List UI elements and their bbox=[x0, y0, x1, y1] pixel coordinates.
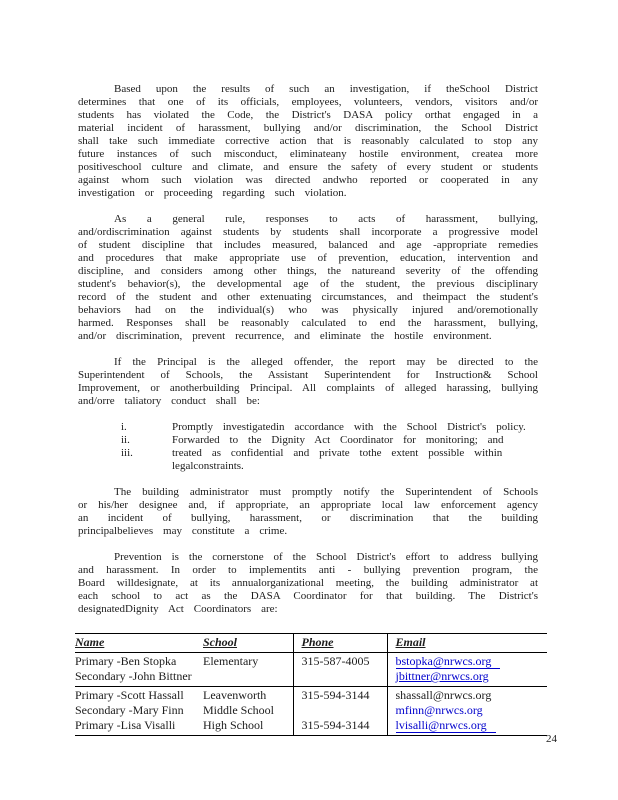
phone-number: 315-587-4005 bbox=[301, 654, 370, 668]
coordinator-name: Secondary -John Bittner bbox=[75, 669, 192, 683]
email-cell bbox=[387, 653, 547, 687]
table-header-row bbox=[75, 634, 547, 653]
paragraph-principal-offender: If the Principal is the alleged offender, the report may be directed to the Superintendent of Schools, the Assistant Superintendent for Instruction& School Improvement, or anotherbuilding Principal. All complaints of alleged harassing, bullying and/orre taliatory conduct shall be: bbox=[78, 356, 538, 407]
list-item-ii bbox=[121, 434, 538, 447]
list-item-i bbox=[121, 421, 538, 434]
list-item-text: Promptly investigatedin accordance with the School District's policy. bbox=[172, 421, 526, 433]
list-marker: iii. bbox=[121, 447, 133, 459]
table-header-phone: Phone bbox=[293, 634, 387, 653]
page-body-text bbox=[75, 83, 538, 736]
school-name: Middle School bbox=[203, 703, 274, 717]
phone-number bbox=[302, 703, 385, 718]
phone-number: 315-594-3144 bbox=[301, 688, 370, 702]
dasa-coordinator-table bbox=[75, 633, 547, 736]
phone-cell bbox=[293, 687, 387, 736]
list-item-text: Forwarded to the Dignity Act Coordinator for monitoring; and bbox=[172, 434, 504, 446]
school-name: Elementary bbox=[203, 654, 259, 668]
email-line bbox=[396, 718, 546, 733]
school-cell bbox=[203, 653, 293, 687]
email-line bbox=[396, 669, 546, 684]
school-cell bbox=[203, 687, 293, 736]
school-name: High School bbox=[203, 718, 264, 732]
paragraph-general-rule: As a general rule, responses to acts of harassment, bullying, and/ordiscrimination against students by students shall incorporate a progressive model of student discipline that includes measured, balanced and age -appropriate remedies and procedures that make appropriate use of prevention, education, intervention and discipline, and considers among other things, the natureand severity of the offending student's behavior(s), the developmental age of the student, the previous disciplinary record of the student and other extenuating circumstances, and theimpact the student's behaviors had on the individual(s) who was physically injured and/oremotionally harmed. Responses shall be reasonably calculated to end the harassment, bullying, and/or discrimination, prevent recurrence, and eliminate the hostile environment. bbox=[78, 213, 538, 342]
table-row-elementary bbox=[75, 653, 547, 687]
list-marker: i. bbox=[121, 421, 127, 433]
table-header-email: Email bbox=[387, 634, 547, 653]
list-item-text: treated as confidential and private tothe extent possible within legalconstraints. bbox=[172, 447, 503, 472]
table-header-school: School bbox=[203, 634, 293, 653]
coordinator-name: Primary -Scott Hassall bbox=[75, 688, 184, 702]
email-line bbox=[396, 703, 546, 718]
coordinator-name: Secondary -Mary Finn bbox=[75, 703, 184, 717]
name-cell bbox=[75, 653, 203, 687]
email-text: shassall@nrwcs.org bbox=[395, 688, 492, 702]
table-header-name: Name bbox=[75, 634, 203, 653]
paragraph-notify-superintendent: The building administrator must promptly notify the Superintendent of Schools or his/her designee and, if appropriate, an appropriate local law enforcement agency an incident of bullying, harassment, or discrimination that the building principalbelieves may constitute a crime. bbox=[78, 486, 538, 537]
phone-number: 315-594-3144 bbox=[301, 718, 370, 732]
name-cell bbox=[75, 687, 203, 736]
email-link[interactable]: jbittner@nrwcs.org bbox=[395, 669, 489, 683]
email-line bbox=[396, 654, 546, 669]
email-link[interactable]: mfinn@nrwcs.org bbox=[395, 703, 483, 717]
page-number: 24 bbox=[546, 733, 557, 745]
email-link[interactable]: bstopka@nrwcs.org bbox=[396, 654, 501, 669]
school-name: Leavenworth bbox=[203, 688, 267, 702]
email-cell bbox=[387, 687, 547, 736]
coordinator-name: Primary -Lisa Visalli bbox=[75, 718, 176, 732]
email-link[interactable]: lvisalli@nrwcs.org bbox=[396, 718, 496, 733]
table-row-secondary-schools bbox=[75, 687, 547, 736]
list-item-iii bbox=[121, 447, 538, 473]
coordinator-name: Primary -Ben Stopka bbox=[75, 654, 177, 668]
paragraph-prevention: Prevention is the cornerstone of the School District's effort to address bullying and harassment. In order to implementits anti - bullying prevention program, the Board willdesignate, at its annualorganizational meeting, the building administrator at each school to act as the DASA Coordinator for that building. The District's designatedDignity Act Coordinators are: bbox=[78, 551, 538, 615]
list-marker: ii. bbox=[121, 434, 130, 446]
email-line bbox=[396, 688, 546, 703]
roman-numeral-list bbox=[121, 421, 538, 473]
paragraph-investigation-results: Based upon the results of such an investigation, if theSchool District determines that one of its officials, employees, volunteers, vendors, visitors and/or students has violated the Code, the District's DASA policy orthat engaged in a material incident of harassment, bullying and/or discrimination, the School District shall take such immediate corrective action that is reasonably calculated to stop any future instances of such misconduct, eliminateany hostile environment, createa more positiveschool culture and climate, and ensure the safety of every student or students against whom such violation was directed andwho reported or cooperated in any investigation or proceeding regarding such violation. bbox=[78, 83, 538, 199]
phone-cell bbox=[293, 653, 387, 687]
